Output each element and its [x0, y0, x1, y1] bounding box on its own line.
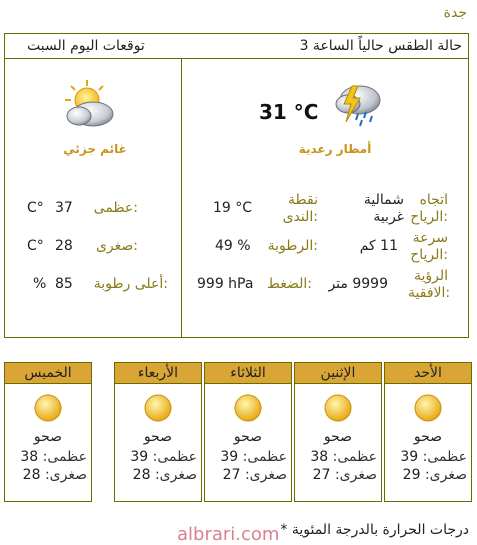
forecast-day: [114, 362, 202, 502]
forecast-max-value: 39: [220, 449, 239, 465]
forecast-max: [310, 449, 377, 465]
wind-speed-label: سرعة الرياح:: [410, 230, 448, 263]
humidity-value: 49 %: [215, 238, 251, 254]
forecast-max-label: عظمى:: [42, 449, 87, 465]
forecast-max: [20, 449, 87, 465]
forecast-day-name: الثلاثاء: [205, 363, 291, 384]
forecast-min-label: صغرى:: [424, 467, 467, 483]
visibility-value: 9999 متر: [328, 276, 388, 292]
current-conditions-title: حالة الطقس حالياً الساعة 3: [299, 38, 462, 54]
forecast-min: [223, 467, 287, 483]
current-temperature: 31 °C: [259, 100, 319, 124]
forecast-max-label: عظمى:: [152, 449, 197, 465]
today-min-label: صغرى:: [95, 238, 138, 254]
forecast-day: [204, 362, 292, 502]
city-name: جدة: [443, 5, 467, 21]
watermark: albrari.com: [177, 524, 280, 545]
pressure-label: الضغط:: [266, 276, 312, 292]
footer-note: * درجات الحرارة بالدرجة المئوية: [280, 522, 469, 538]
dew-point-label: نقطة الندى:: [282, 192, 318, 225]
today-max-label: عظمى:: [93, 200, 138, 216]
thunderstorm-icon: [330, 78, 386, 138]
today-min-value: 28: [55, 238, 73, 254]
forecast-max: [130, 449, 197, 465]
forecast-max-label: عظمى:: [422, 449, 467, 465]
forecast-day: [4, 362, 92, 502]
today-forecast-title: توقعات اليوم السبت: [27, 38, 145, 54]
humidity-label: الرطوبة:: [267, 238, 318, 254]
forecast-day-name: الخميس: [5, 363, 91, 384]
forecast-max: [400, 449, 467, 465]
wind-direction-label: اتجاه الرياح:: [410, 192, 448, 225]
forecast-day: [384, 362, 472, 502]
today-min-unit: C°: [27, 238, 44, 254]
forecast-condition: صحو: [143, 429, 173, 445]
five-day-forecast: [4, 362, 472, 502]
forecast-min-label: صغرى:: [154, 467, 197, 483]
wind-speed-value: 11 كم: [359, 238, 398, 254]
sun-icon: [5, 393, 91, 427]
today-max-value: 37: [55, 200, 73, 216]
forecast-condition: صحو: [323, 429, 353, 445]
forecast-max-label: عظمى:: [332, 449, 377, 465]
panel-divider: [181, 58, 182, 337]
forecast-min: [403, 467, 467, 483]
forecast-condition: صحو: [413, 429, 443, 445]
current-panel-header: [5, 34, 468, 59]
forecast-min-value: 29: [402, 467, 421, 483]
forecast-min-value: 28: [132, 467, 151, 483]
today-humidity-label: أعلى رطوبة:: [93, 276, 168, 292]
forecast-max: [220, 449, 287, 465]
partly-cloudy-icon: [61, 78, 117, 136]
sun-icon: [385, 393, 471, 427]
forecast-min: [133, 467, 197, 483]
today-condition: غائم جزئي: [63, 142, 127, 156]
forecast-day-name: الأربعاء: [115, 363, 201, 384]
forecast-max-label: عظمى:: [242, 449, 287, 465]
forecast-condition: صحو: [33, 429, 63, 445]
sun-icon: [205, 393, 291, 427]
forecast-min-value: 27: [312, 467, 331, 483]
wind-direction-value: شمالية غربية: [363, 192, 404, 225]
forecast-max-value: 38: [310, 449, 329, 465]
forecast-min: [313, 467, 377, 483]
today-humidity-unit: %: [33, 276, 47, 292]
forecast-day-name: الإثنين: [295, 363, 381, 384]
forecast-max-value: 38: [20, 449, 39, 465]
today-humidity-value: 85: [55, 276, 73, 292]
forecast-day-name: الأحد: [385, 363, 471, 384]
current-condition: أمطار رعدية: [298, 142, 372, 156]
forecast-max-value: 39: [130, 449, 149, 465]
forecast-min: [23, 467, 87, 483]
today-max-unit: C°: [27, 200, 44, 216]
forecast-min-label: صغرى:: [334, 467, 377, 483]
forecast-min-label: صغرى:: [44, 467, 87, 483]
sun-icon: [295, 393, 381, 427]
pressure-value: 999 hPa: [197, 276, 254, 292]
forecast-min-value: 28: [22, 467, 41, 483]
current-weather-panel: [4, 33, 469, 338]
forecast-min-label: صغرى:: [244, 467, 287, 483]
sun-icon: [115, 393, 201, 427]
dew-point-value: 19 °C: [213, 200, 253, 216]
forecast-day: [294, 362, 382, 502]
visibility-label: الرؤية الافقية:: [408, 268, 451, 301]
forecast-min-value: 27: [222, 467, 241, 483]
forecast-condition: صحو: [233, 429, 263, 445]
forecast-max-value: 39: [400, 449, 419, 465]
